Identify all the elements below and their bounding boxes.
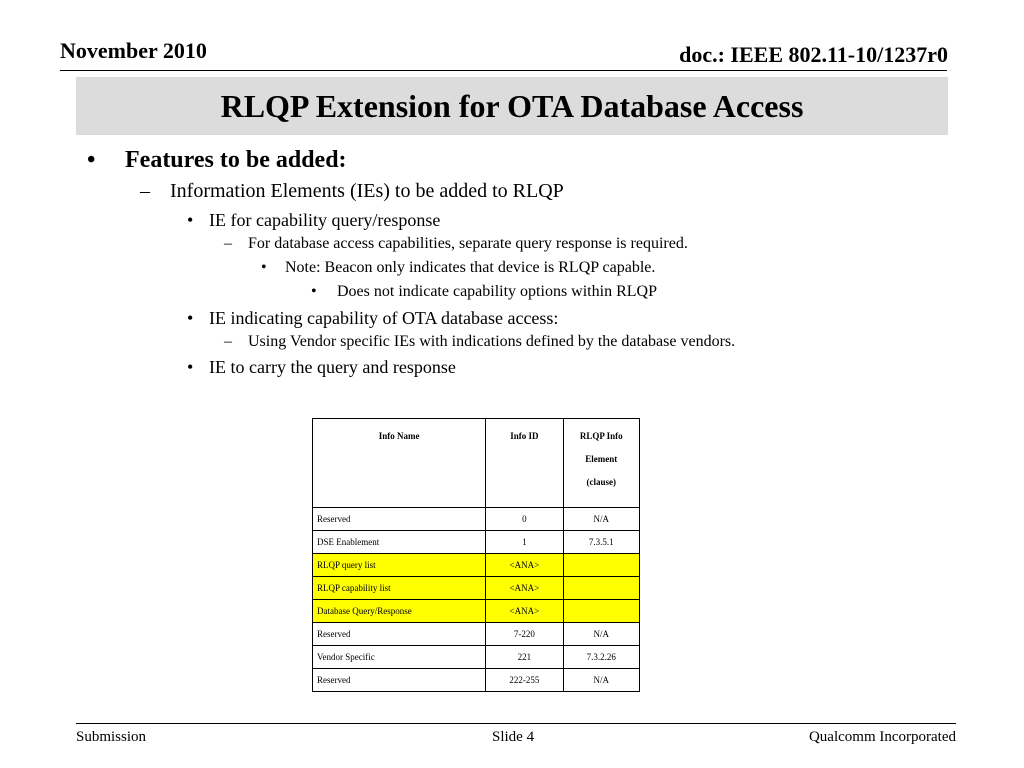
cell-rlqp-element: N/A: [563, 508, 639, 531]
header-rlqp-line2: Element: [585, 454, 618, 464]
header-date: November 2010: [60, 38, 207, 63]
bullet-capability-ie: [187, 210, 441, 231]
header-rlqp-element: [563, 419, 639, 508]
bullet-marker: –: [224, 235, 232, 252]
cell-info-name: Vendor Specific: [313, 646, 486, 669]
cell-rlqp-element: [563, 577, 639, 600]
cell-info-id: <ANA>: [486, 600, 563, 623]
bullet-marker: •: [261, 259, 267, 276]
bullet-text: IE indicating capability of OTA database access:: [209, 308, 559, 328]
cell-info-id: <ANA>: [486, 554, 563, 577]
cell-rlqp-element: [563, 554, 639, 577]
bullet-marker: –: [224, 333, 232, 350]
cell-info-name: Reserved: [313, 669, 486, 692]
table-row: [313, 669, 640, 692]
bullet-text: IE for capability query/response: [209, 210, 441, 230]
bullet-no-capability-options: [311, 283, 657, 301]
bullet-text: Does not indicate capability options within RLQP: [337, 283, 657, 300]
cell-info-name: DSE Enablement: [313, 531, 486, 554]
bullet-text: Note: Beacon only indicates that device is RLQP capable.: [285, 259, 656, 276]
bullet-features: [87, 147, 347, 174]
cell-rlqp-element: [563, 600, 639, 623]
footer-slide-number: Slide 4: [492, 729, 535, 745]
bullet-marker: –: [140, 180, 150, 202]
footer-submission: Submission: [76, 729, 147, 745]
cell-info-id: 221: [486, 646, 563, 669]
bullet-marker: •: [187, 210, 194, 230]
cell-rlqp-element: 7.3.2.26: [563, 646, 639, 669]
bullet-marker: •: [311, 283, 317, 300]
cell-info-id: 7-220: [486, 623, 563, 646]
cell-rlqp-element: N/A: [563, 669, 639, 692]
table-row-highlighted: [313, 577, 640, 600]
bullet-marker: •: [87, 147, 96, 173]
header-doc-id: doc.: IEEE 802.11-10/1237r0: [679, 42, 948, 67]
header-divider: [60, 70, 947, 71]
header-rlqp-line3: (clause): [586, 477, 617, 487]
title-band: [76, 77, 948, 135]
header-info-name: Info Name: [313, 419, 486, 508]
bullet-text: Using Vendor specific IEs with indications defined by the database vendors.: [248, 333, 736, 350]
table-row-highlighted: [313, 554, 640, 577]
header-rlqp-line1: RLQP Info: [579, 431, 623, 441]
bullet-text: Features to be added:: [125, 147, 347, 173]
bullet-ota-capability-ie: [187, 308, 559, 329]
table-row: [313, 646, 640, 669]
table-row-highlighted: [313, 600, 640, 623]
bullet-marker: •: [187, 308, 194, 328]
cell-info-id: 1: [486, 531, 563, 554]
footer-divider: [76, 723, 956, 724]
cell-info-id: <ANA>: [486, 577, 563, 600]
cell-info-name: RLQP capability list: [313, 577, 486, 600]
bullet-separate-query: [224, 235, 688, 253]
bullet-marker: •: [187, 357, 194, 377]
footer-company: Qualcomm Incorporated: [808, 729, 956, 745]
cell-info-name: Reserved: [313, 508, 486, 531]
cell-rlqp-element: 7.3.5.1: [563, 531, 639, 554]
bullet-beacon-note: [261, 259, 656, 277]
table-header-row: [313, 419, 640, 508]
cell-info-id: 0: [486, 508, 563, 531]
bullet-query-response-ie: [187, 357, 456, 378]
bullet-text: IE to carry the query and response: [209, 357, 456, 377]
cell-info-name: Reserved: [313, 623, 486, 646]
bullet-information-elements: [140, 180, 564, 203]
cell-rlqp-element: N/A: [563, 623, 639, 646]
bullet-text: Information Elements (IEs) to be added to RLQP: [170, 180, 564, 202]
bullet-text: For database access capabilities, separate query response is required.: [248, 235, 688, 252]
table-row: [313, 623, 640, 646]
bullet-vendor-specific: [224, 333, 736, 351]
cell-info-id: 222-255: [486, 669, 563, 692]
info-element-table: [312, 418, 640, 692]
cell-info-name: Database Query/Response: [313, 600, 486, 623]
slide-title: RLQP Extension for OTA Database Access: [220, 87, 804, 124]
table-row: [313, 508, 640, 531]
header-info-id: Info ID: [486, 419, 563, 508]
cell-info-name: RLQP query list: [313, 554, 486, 577]
table-row: [313, 531, 640, 554]
